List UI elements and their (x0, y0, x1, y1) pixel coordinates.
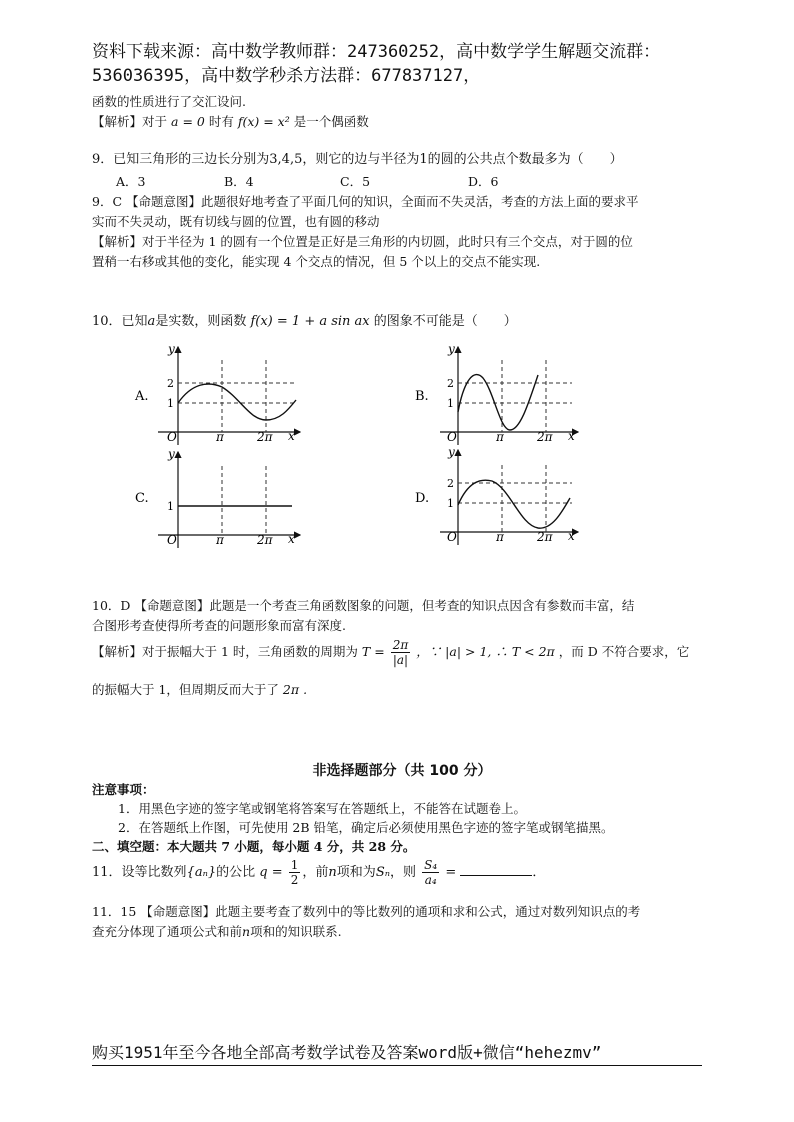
svg-text:O: O (167, 533, 177, 547)
q9-choice-a: A．3 (116, 174, 146, 189)
prev-line: 函数的性质进行了交汇设问. (92, 94, 246, 109)
graph-b (415, 342, 578, 445)
svg-text:π: π (496, 530, 504, 544)
svg-text:y: y (448, 342, 455, 356)
graph-d (415, 445, 578, 545)
header-line-2: 536036395，高中数学秒杀方法群：677837127， (92, 66, 481, 86)
svg-text:1: 1 (447, 397, 454, 410)
svg-text:A.: A. (135, 389, 149, 404)
part2-title: 非选择题部分（共 100 分） (312, 763, 492, 779)
q11-answer: 11．15 【命题意图】此题主要考查了数列中的等比数列的通项和求和公式，通过对数列知识点的考 查充分体现了通项公式和前n项和的知识联系. (92, 904, 641, 939)
footer: 购买1951年至今各地全部高考数学试卷及答案word版+微信“hehezmv” (92, 1040, 702, 1066)
svg-text:2π: 2π (537, 530, 553, 544)
q9-answer: 9．C 【命题意图】此题很好地考查了平面几何的知识，全面而不失灵活，考查的方法上面的要求平 实而不失灵动，既有切线与圆的位置，也有圆的移动 【解析】对于半径为 1 的圆有一个位置是正好是三角形的内切圆，此时只有三个交点，对于圆的位 置稍一右移或其他的变化，能实现 4 个交点的情况，但 5 个以上的交点不能实现. (92, 194, 639, 269)
svg-text:2π: 2π (537, 430, 553, 444)
svg-text:C.: C. (135, 491, 149, 506)
q10-analysis-line2: 的振幅大于 1，但周期反而大于了 2π . (92, 682, 308, 697)
svg-text:O: O (447, 530, 457, 544)
svg-text:y: y (168, 342, 175, 356)
svg-text:π: π (216, 533, 224, 547)
part2-notes: 注意事项： 1．用黑色字迹的签字笔或钢笔将答案写在答题纸上，不能答在试题卷上。 2．在答题纸上作图，可先使用 2B 铅笔，确定后必须使用黑色字迹的签字笔或钢笔描黑。 二、填空题：本大题共 7 小题，每小题 4 分，共 28 分。 (92, 782, 614, 854)
q10-answer: 10．D 【命题意图】此题是一个考查三角函数图象的问题，但考查的知识点因含有参数而丰富，结 合图形考查使得所考查的问题形象而富有深度. (92, 598, 635, 633)
svg-text:π: π (216, 430, 224, 444)
svg-text:2: 2 (167, 377, 174, 390)
q10-stem: 10．已知a是实数，则函数 f(x) = 1 + a sin ax 的图象不可能是（ ） (92, 314, 517, 329)
q9-stem: 9．已知三角形的三边长分别为3,4,5，则它的边与半径为1的圆的公共点个数最多为（ ） (92, 152, 623, 167)
period-fraction: $\frac{2\pi}{|a|}$ (392, 638, 409, 667)
header-line-1: 资料下载来源：高中数学教师群：247360252，高中数学学生解题交流群： (92, 42, 661, 62)
svg-text:D.: D. (415, 491, 430, 506)
svg-text:O: O (447, 430, 457, 444)
s4-a4-fraction: $\frac{\text{S₄}}{\text{a₄}}$ (424, 858, 438, 887)
svg-text:2π: 2π (257, 533, 273, 547)
prev-analysis: 【解析】对于 a = 0 时有 f(x) = x² 是一个偶函数 (92, 114, 369, 129)
svg-text:2π: 2π (257, 430, 273, 444)
svg-text:2: 2 (447, 377, 454, 390)
answer-blank (460, 875, 532, 876)
q11-stem: 11．设等比数列{aₙ}的公比 q = $\frac{1}{2}$ ，前n项和为Sₙ，则 $\frac{\text{S₄}}{\text{a₄}}$ = ． (92, 858, 546, 887)
graph-a (134, 342, 300, 445)
svg-text:B.: B. (415, 389, 429, 404)
svg-text:x: x (568, 529, 575, 543)
svg-text:x: x (568, 429, 575, 443)
svg-text:2: 2 (447, 477, 454, 490)
q9-choice-c: C．5 (340, 174, 371, 189)
q9-choice-b: B．4 (224, 174, 254, 189)
svg-text:1: 1 (447, 497, 454, 510)
svg-text:x: x (288, 532, 295, 546)
svg-text:O: O (167, 430, 177, 444)
svg-text:1: 1 (167, 397, 174, 410)
q10-analysis: 【解析】对于振幅大于 1 时，三角函数的周期为 T = $\frac{2\pi}{|a|}$ ，∵ |a| > 1, ∴ T < 2π ，而 D 不符合要求，它 (92, 638, 690, 667)
svg-text:x: x (288, 429, 295, 443)
svg-text:1: 1 (167, 500, 174, 513)
svg-text:y: y (448, 445, 455, 459)
q9-choice-d: D．6 (468, 174, 499, 189)
graph-c (135, 447, 300, 548)
svg-text:π: π (496, 430, 504, 444)
ratio-q-fraction: $\frac{1}{2}$ (290, 858, 299, 887)
svg-text:y: y (168, 447, 175, 461)
